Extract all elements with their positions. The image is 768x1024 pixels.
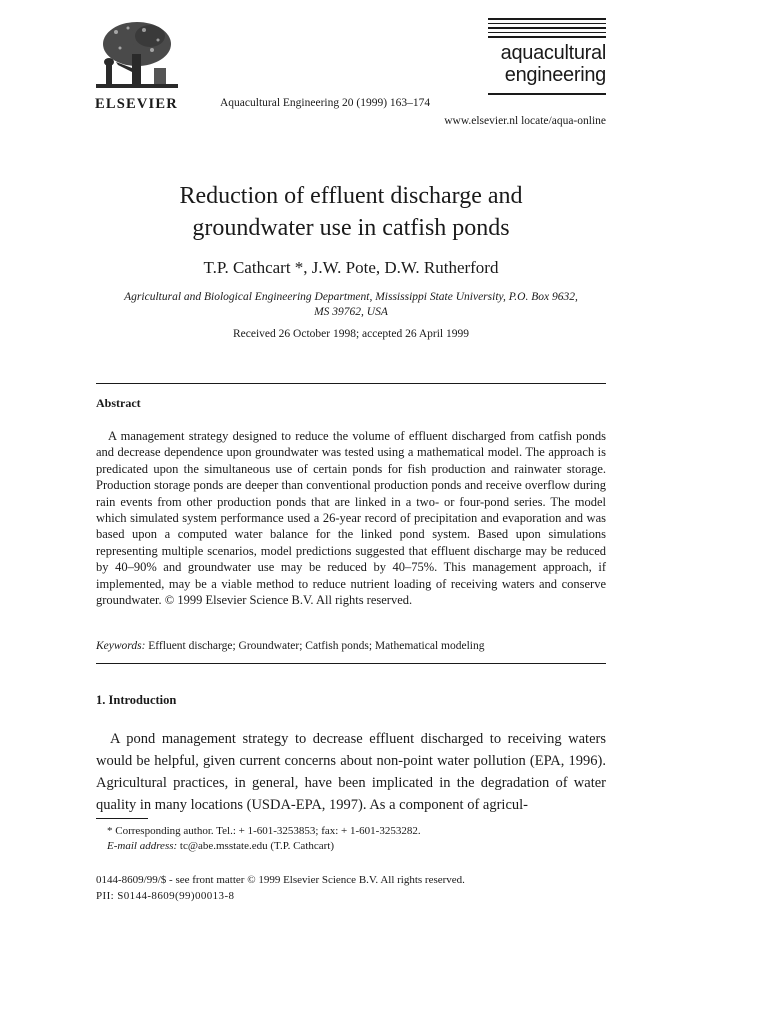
keywords-label: Keywords: [96, 640, 146, 652]
keywords-line [96, 640, 606, 652]
footnote-corresponding-author: * Corresponding author. Tel.: + 1-601-3253853; fax: + 1-601-3253282. [107, 825, 421, 837]
abstract-heading: Abstract [96, 396, 141, 410]
keywords-list: Effluent discharge; Groundwater; Catfish ponds; Mathematical modeling [148, 640, 485, 652]
journal-citation: Aquacultural Engineering 20 (1999) 163–174 [220, 97, 431, 109]
paper-title [96, 180, 606, 244]
abstract-bottom-rule [96, 663, 606, 664]
pii-line: PII: S0144-8609(99)00013-8 [96, 890, 235, 902]
received-dates: Received 26 October 1998; accepted 26 April 1999 [233, 328, 469, 340]
journal-masthead-bottom-rule [488, 93, 606, 95]
footnote-email [107, 840, 334, 852]
paper-title-line-1: Reduction of effluent discharge and [179, 183, 523, 209]
abstract-top-rule [96, 383, 606, 384]
affiliation-line-2: MS 39762, USA [314, 306, 388, 318]
author-list: T.P. Cathcart *, J.W. Pote, D.W. Rutherford [203, 258, 499, 277]
elsevier-tree-logo [92, 18, 182, 92]
journal-title-line-1: aquacultural [500, 42, 606, 64]
journal-masthead-title [488, 42, 606, 86]
footnote-rule [96, 818, 148, 819]
paper-title-line-2: groundwater use in catfish ponds [192, 215, 510, 241]
author-affiliation [96, 290, 606, 320]
journal-masthead-rules [488, 18, 606, 41]
journal-title-line-2: engineering [504, 64, 606, 86]
introduction-paragraph: A pond management strategy to decrease effluent discharged to receiving waters would be helpful, given current concerns about non-point water pollution (EPA, 1996). Agricultural practices, in general, have been implicated in the degradation of water quality in many locations (USDA-EPA, 1997). As a component of agricul- [96, 731, 606, 813]
email-address[interactable]: tc@abe.msstate.edu (T.P. Cathcart) [179, 840, 335, 852]
section-heading-introduction: 1. Introduction [96, 693, 177, 707]
journal-url[interactable]: www.elsevier.nl locate/aqua-online [444, 115, 606, 127]
publisher-name: ELSEVIER [95, 96, 178, 112]
email-label: E-mail address: [107, 840, 178, 852]
affiliation-line-1: Agricultural and Biological Engineering Department, Mississippi State University, P.O. Box 9632, [124, 291, 578, 303]
abstract-body: A management strategy designed to reduce the volume of effluent discharged from catfish ponds and decrease dependence upon groundwater was tested using a mathematical model. The approach is predicated upon the simultaneous use of certain ponds for fish production and rainwater storage. Production storage ponds are deeper than conventional production ponds and receive overflow during rain events from other production ponds that are linked in a two- or four-pond series. The model which simulated system performance used a 26-year record of precipitation and evaporation and was based upon a computed water balance for the linked pond system. Based upon simulations representing multiple scenarios, model predictions suggested that effluent discharge may be reduced by 40–90% and groundwater use may be reduced by 40–75%. This management approach, if implemented, may be a viable method to reduce nutrient loading of receiving waters and conserve groundwater. © 1999 Elsevier Science B.V. All rights reserved. [96, 429, 606, 608]
copyright-line: 0144-8609/99/$ - see front matter © 1999 Elsevier Science B.V. All rights reserved. [96, 874, 465, 886]
